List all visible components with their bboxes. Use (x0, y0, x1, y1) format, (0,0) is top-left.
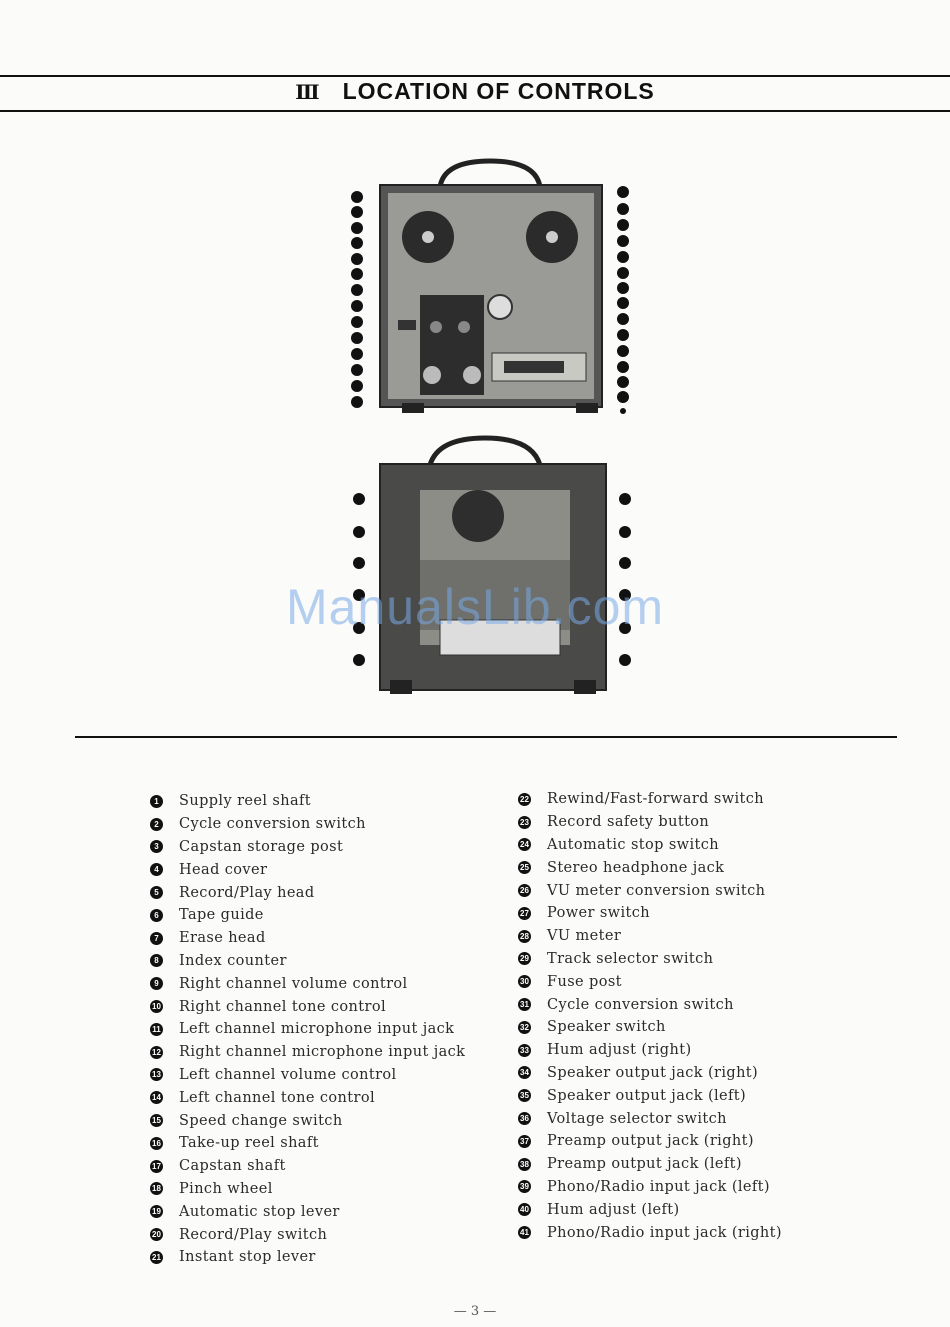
control-number-badge: 6 (150, 909, 163, 922)
control-item (150, 1200, 465, 1223)
control-item (150, 1246, 465, 1269)
control-number-badge: 19 (150, 1205, 163, 1218)
control-item (150, 1178, 465, 1201)
control-number-badge: 11 (150, 1023, 163, 1036)
control-number-badge: 41 (518, 1226, 531, 1239)
list-rule (75, 736, 897, 738)
front-callouts-left (350, 190, 364, 412)
control-number-badge: 7 (150, 932, 163, 945)
control-item (150, 1041, 465, 1064)
controls-list-left (150, 790, 465, 1269)
control-number-badge: 38 (518, 1158, 531, 1171)
control-label: Phono/Radio input jack (left) (547, 1178, 770, 1195)
control-item (518, 1084, 782, 1107)
control-item (150, 1086, 465, 1109)
control-item (518, 925, 782, 948)
control-label: Rewind/Fast-forward switch (547, 791, 765, 808)
control-label: Right channel microphone input jack (179, 1044, 466, 1061)
control-number-badge: 39 (518, 1180, 531, 1193)
control-item (150, 1132, 465, 1155)
section-title: LOCATION OF CONTROLS (342, 78, 655, 104)
control-item (518, 1176, 782, 1199)
control-item (150, 927, 465, 950)
control-item (150, 858, 465, 881)
control-number-badge: 4 (150, 863, 163, 876)
control-item (150, 972, 465, 995)
section-heading (0, 78, 950, 105)
control-item (150, 1223, 465, 1246)
control-item (150, 881, 465, 904)
front-view-photo (340, 155, 640, 425)
control-number-badge: 27 (518, 907, 531, 920)
control-label: Phono/Radio input jack (right) (547, 1224, 782, 1241)
top-rule (0, 75, 950, 77)
control-label: Hum adjust (right) (547, 1042, 692, 1059)
control-item (150, 836, 465, 859)
control-item (150, 904, 465, 927)
control-label: Automatic stop lever (179, 1203, 340, 1220)
control-number-badge: 1 (150, 795, 163, 808)
control-number-badge: 35 (518, 1089, 531, 1102)
control-label: Speaker output jack (right) (547, 1064, 759, 1081)
control-number-badge: 40 (518, 1203, 531, 1216)
control-label: Capstan storage post (179, 838, 344, 855)
control-label: Cycle conversion switch (179, 816, 366, 833)
control-label: Left channel tone control (179, 1089, 376, 1106)
control-label: Cycle conversion switch (547, 996, 734, 1013)
control-label: Hum adjust (left) (547, 1201, 680, 1218)
control-label: Head cover (179, 861, 268, 878)
control-item (518, 834, 782, 857)
control-label: Record/Play head (179, 884, 315, 901)
control-item (518, 970, 782, 993)
control-item (518, 1039, 782, 1062)
control-number-badge: 3 (150, 840, 163, 853)
control-item (518, 948, 782, 971)
control-label: Automatic stop switch (547, 836, 720, 853)
control-label: Speaker output jack (left) (547, 1087, 747, 1104)
control-number-badge: 20 (150, 1228, 163, 1241)
control-item (518, 1062, 782, 1085)
control-label: Capstan shaft (179, 1158, 286, 1175)
control-label: Index counter (179, 952, 287, 969)
control-item (150, 813, 465, 836)
control-label: Right channel volume control (179, 975, 408, 992)
control-label: Record safety button (547, 814, 710, 831)
control-item (518, 811, 782, 834)
control-item (518, 902, 782, 925)
control-item (150, 950, 465, 973)
control-label: Erase head (179, 930, 266, 947)
control-item (518, 1198, 782, 1221)
section-number: Ⅲ (295, 80, 321, 104)
control-label: Stereo headphone jack (547, 859, 725, 876)
control-item (150, 1064, 465, 1087)
control-label: VU meter (547, 928, 622, 945)
control-item (518, 788, 782, 811)
control-label: Record/Play switch (179, 1226, 328, 1243)
control-item (518, 879, 782, 902)
control-item (518, 856, 782, 879)
control-item (150, 1109, 465, 1132)
control-label: Fuse post (547, 973, 622, 990)
control-number-badge: 31 (518, 998, 531, 1011)
control-number-badge: 10 (150, 1000, 163, 1013)
control-number-badge: 28 (518, 930, 531, 943)
control-number-badge: 2 (150, 818, 163, 831)
control-number-badge: 12 (150, 1046, 163, 1059)
control-item (518, 1221, 782, 1244)
control-number-badge: 30 (518, 975, 531, 988)
control-item (150, 1155, 465, 1178)
front-callouts-right (616, 185, 630, 415)
control-number-badge: 9 (150, 977, 163, 990)
control-number-badge: 24 (518, 838, 531, 851)
control-label: Tape guide (179, 907, 264, 924)
control-label: Voltage selector switch (547, 1110, 727, 1127)
control-label: Supply reel shaft (179, 793, 312, 810)
control-number-badge: 33 (518, 1044, 531, 1057)
control-label: Preamp output jack (right) (547, 1133, 754, 1150)
control-label: Pinch wheel (179, 1180, 273, 1197)
control-item (150, 790, 465, 813)
control-label: Left channel volume control (179, 1066, 397, 1083)
control-label: Take-up reel shaft (179, 1135, 319, 1152)
page-number: — 3 — (453, 1304, 497, 1319)
control-item (518, 1130, 782, 1153)
control-item (150, 1018, 465, 1041)
control-number-badge: 22 (518, 793, 531, 806)
control-number-badge: 29 (518, 952, 531, 965)
control-number-badge: 8 (150, 954, 163, 967)
control-number-badge: 5 (150, 886, 163, 899)
control-label: Power switch (547, 905, 651, 922)
control-number-badge: 13 (150, 1068, 163, 1081)
control-number-badge: 34 (518, 1066, 531, 1079)
control-number-badge: 36 (518, 1112, 531, 1125)
control-label: VU meter conversion switch (547, 882, 766, 899)
control-label: Speaker switch (547, 1019, 666, 1036)
control-number-badge: 37 (518, 1135, 531, 1148)
control-number-badge: 17 (150, 1160, 163, 1173)
control-label: Right channel tone control (179, 998, 387, 1015)
watermark: ManualsLib.com (285, 579, 665, 635)
control-label: Preamp output jack (left) (547, 1156, 742, 1173)
control-item (518, 993, 782, 1016)
heading-rule (0, 110, 950, 112)
control-label: Speed change switch (179, 1112, 343, 1129)
control-item (150, 995, 465, 1018)
control-item (518, 1107, 782, 1130)
control-label: Instant stop lever (179, 1249, 316, 1266)
controls-list-right (518, 788, 782, 1244)
control-number-badge: 21 (150, 1251, 163, 1264)
control-number-badge: 25 (518, 861, 531, 874)
control-number-badge: 15 (150, 1114, 163, 1127)
control-number-badge: 14 (150, 1091, 163, 1104)
rear-view-photo (360, 430, 620, 705)
control-item (518, 1016, 782, 1039)
control-number-badge: 18 (150, 1182, 163, 1195)
control-number-badge: 16 (150, 1137, 163, 1150)
control-number-badge: 26 (518, 884, 531, 897)
control-item (518, 1153, 782, 1176)
control-number-badge: 32 (518, 1021, 531, 1034)
control-label: Track selector switch (547, 950, 714, 967)
control-number-badge: 23 (518, 816, 531, 829)
control-label: Left channel microphone input jack (179, 1021, 455, 1038)
